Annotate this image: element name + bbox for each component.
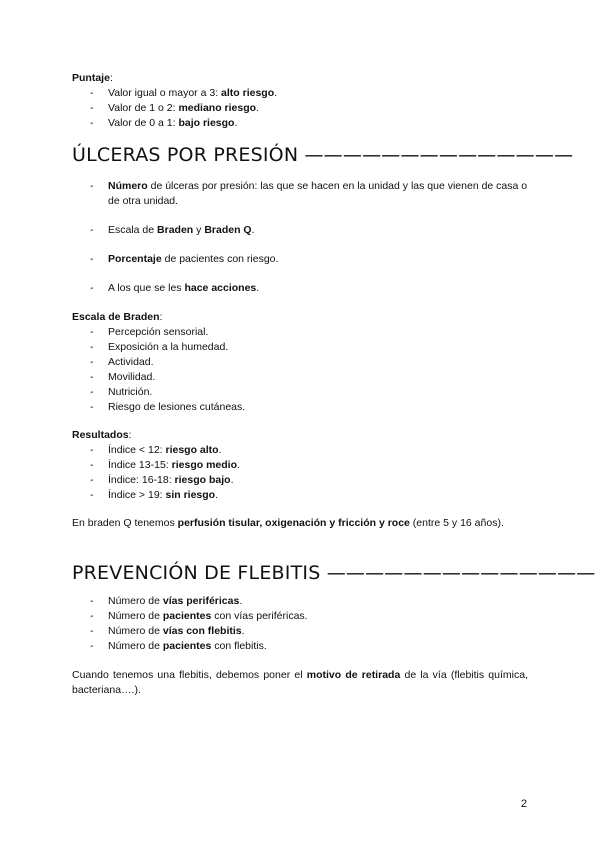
resultados-label: Resultados: xyxy=(72,429,132,441)
puntaje-list xyxy=(90,86,277,131)
list-item: - Valor igual o mayor a 3: alto riesgo. xyxy=(90,87,278,99)
list-item: - Riesgo de lesiones cutáneas. xyxy=(90,401,246,413)
list-item: - Valor de 0 a 1: bajo riesgo. xyxy=(90,117,238,129)
braden-label: Escala de Braden: xyxy=(72,311,163,323)
resultados-list xyxy=(90,443,240,503)
puntaje-label: Puntaje: xyxy=(72,72,113,84)
ulceras-list xyxy=(90,179,528,310)
ulceras-heading: ÚLCERAS POR PRESIÓN —————————————— xyxy=(72,144,574,166)
list-item: - Escala de Braden y Braden Q. xyxy=(90,224,255,236)
flebitis-list xyxy=(90,594,308,654)
list-item: - Número de pacientes con flebitis. xyxy=(90,640,267,652)
list-item: - A los que se les hace acciones. xyxy=(90,282,260,294)
list-item: - Número de úlceras por presión: las que se hacen en la unidad y las que vienen de casa o de otra unidad. xyxy=(90,180,528,207)
list-item: - Percepción sensorial. xyxy=(90,326,209,338)
list-item: - Índice: 16-18: riesgo bajo. xyxy=(90,474,234,486)
list-item: - Exposición a la humedad. xyxy=(90,341,229,353)
list-item: - Número de vías con flebitis. xyxy=(90,625,245,637)
list-item: - Movilidad. xyxy=(90,371,156,383)
list-item: - Número de vías periféricas. xyxy=(90,595,243,607)
list-item: - Nutrición. xyxy=(90,386,153,398)
list-item: - Actividad. xyxy=(90,356,154,368)
list-item: - Índice 13-15: riesgo medio. xyxy=(90,459,240,471)
flebitis-heading: PREVENCIÓN DE FLEBITIS —————————————— xyxy=(72,562,596,584)
list-item: - Índice > 19: sin riesgo. xyxy=(90,489,219,501)
braden-q-paragraph: En braden Q tenemos perfusión tisular, oxigenación y fricción y roce (entre 5 y 16 años). xyxy=(72,517,504,529)
list-item: - Valor de 1 o 2: mediano riesgo. xyxy=(90,102,259,114)
page-number: 2 xyxy=(520,798,527,810)
flebitis-note: Cuando tenemos una flebitis, debemos poner el motivo de retirada de la vía (flebitis química, bacteriana….). xyxy=(72,669,528,696)
braden-list xyxy=(90,325,245,415)
list-item: - Índice < 12: riesgo alto. xyxy=(90,444,222,456)
list-item: - Porcentaje de pacientes con riesgo. xyxy=(90,253,279,265)
list-item: - Número de pacientes con vías periféricas. xyxy=(90,610,308,622)
